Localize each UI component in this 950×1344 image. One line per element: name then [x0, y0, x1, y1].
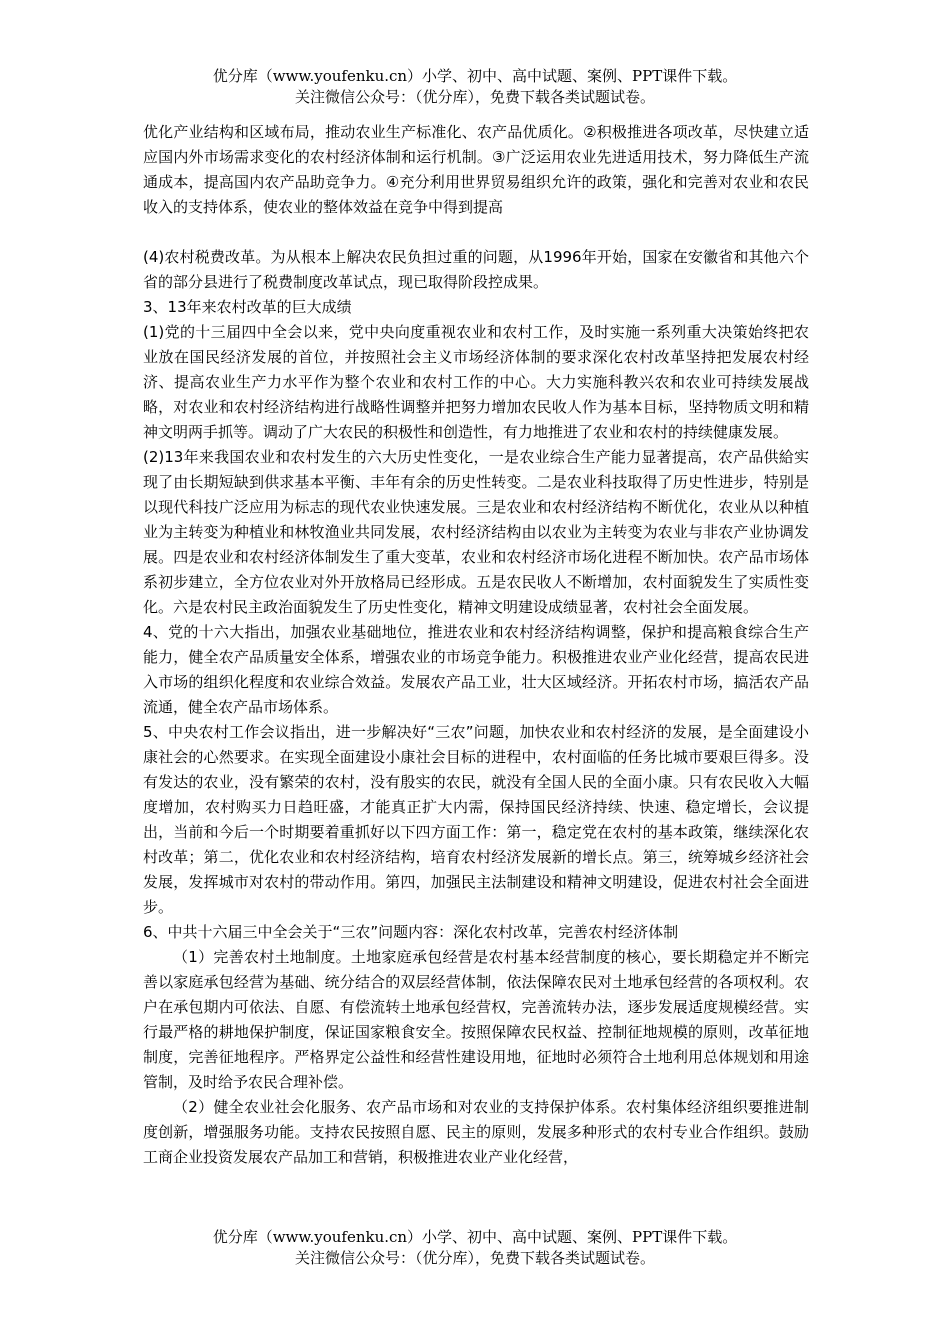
footer-line-1: 优分库（www.youfenku.cn）小学、初中、高中试题、案例、PPT课件下载。	[212, 1228, 738, 1246]
header-line-1: 优分库（www.youfenku.cn）小学、初中、高中试题、案例、PPT课件下载。	[212, 67, 738, 85]
paragraph-3-2: (2)13年来我国农业和农村发生的六大历史性变化，一是农业综合生产能力显著提高，农产品供給实现了由长期短缺到供求基本平衡、丰年有余的历史性转变。二是农业科技取得了历史性进步，特别是以现代科技广泛应用为标志的现代农业快速发展。三是农业和农村经济结构不断优化，农业从以种植业为主转变为种植业和林牧渔业共同发展，农村经济结构由以农业为主转变为农业与非农产业协调发展。四是农业和农村经济体制发生了重大变革，农业和农村经济市场化进程不断加快。农产品市场体系初步建立，全方位农业对外开放格局已经形成。五是农民收人不断增加，农村面貌发生了实质性变化。六是农村民主政治面貌发生了历史性变化，精神文明建设成绩显著，农村社会全面发展。	[143, 448, 809, 616]
document-body	[143, 120, 809, 1170]
paragraph-6-2: （2）健全农业社会化服务、农产品市场和对农业的支持保护体系。农村集体经济组织要推进制度创新，增强服务功能。支持农民按照自愿、民主的原则，发展多种形式的农村专业合作组织。鼓励工商企业投资发展农产品加工和营销，积极推进农业产业化经营，	[143, 1098, 809, 1166]
section-heading-3: 3、13年来农村改革的巨大成绩	[143, 298, 352, 316]
header-line-2: 关注微信公众号：（优分库），免费下载各类试题试卷。	[294, 88, 655, 106]
paragraph-2: (4)农村税费改革。为从根本上解决农民负担过重的问题，从1996年开始，国家在安徽省和其他六个省的部分县进行了税费制度改革试点，现已取得阶段控成果。	[143, 248, 809, 291]
page-footer	[0, 1227, 950, 1269]
paragraph-3-1: (1)党的十三届四中全会以来，党中央向度重视农业和农村工作，及时实施一系列重大决策始终把农业放在国民经济发展的首位，并按照社会主义市场经济体制的要求深化农村改革坚持把发展农村经济、提高农业生产力水平作为整个农业和农村工作的中心。大力实施科教兴农和农业可持续发展战略，对农业和农村经济结构进行战略性调整并把努力增加农民收人作为基本目标，坚持物质文明和精神文明两手抓等。调动了广大农民的积极性和创造性，有力地推进了农业和农村的持续健康发展。	[143, 323, 809, 441]
footer-line-2: 关注微信公众号：（优分库），免费下载各类试题试卷。	[294, 1249, 655, 1267]
paragraph-5: 5、中央农村工作会议指出，进一步解决好“三农”问题，加快农业和农村经济的发展，是全面建设小康社会的心然要求。在实现全面建设小康社会目标的进程中，农村面临的任务比城市要艰巨得多。没有发达的农业，没有繁荣的农村，没有殷实的农民，就没有全国人民的全面小康。只有农民收入大幅度增加，农村购买力日趋旺盛，才能真正扩大内需，保持国民经济持续、快速、稳定增长，会议提出，当前和今后一个时期要着重抓好以下四方面工作：第一，稳定党在农村的基本政策，继续深化农村改革；第二，优化农业和农村经济结构，培育农村经济发展新的增长点。第三，统筹城乡经济社会发展，发挥城市对农村的带动作用。第四，加强民主法制建设和精神文明建设，促进农村社会全面进步。	[143, 723, 809, 916]
paragraph-6-1: （1）完善农村土地制度。土地家庭承包经营是农村基本经营制度的核心，要长期稳定并不断完善以家庭承包经营为基础、统分结合的双层经营体制，依法保障农民对土地承包经营的各项权利。农户在承包期内可依法、自愿、有偿流转土地承包经营权，完善流转办法，逐步发展适度规模经营。实行最严格的耕地保护制度，保证国家粮食安全。按照保障农民权益、控制征地规模的原则，改革征地制度，完善征地程序。严格界定公益性和经营性建设用地，征地时必须符合土地利用总体规划和用途管制，及时给予农民合理补偿。	[143, 948, 809, 1091]
paragraph-gap	[143, 220, 809, 245]
paragraph-1: 优化产业结构和区域布局，推动农业生产标准化、农产品优质化。②积极推进各项改革，尽快建立适应国内外市场需求变化的农村经济体制和运行机制。③广泛运用农业先进适用技术，努力降低生产流通成本，提高国内农产品助竞争力。④充分利用世界贸易组织允许的政策，强化和完善对农业和农民收入的支持体系，使农业的整体效益在竞争中得到提高	[143, 123, 809, 216]
page-header	[0, 66, 950, 108]
section-heading-6: 6、中共十六届三中全会关于“三农”问题内容：深化农村改革，完善农村经济体制	[143, 923, 679, 941]
paragraph-4: 4、党的十六大指出，加强农业基础地位，推进农业和农村经济结构调整，保护和提高粮食综合生产能力，健全农产品质量安全体系，增强农业的市场竞争能力。积极推进农业产业化经营，提高农民进入市场的组织化程度和农业综合效益。发展农产品工业，壮大区域经济。开拓农村市场，搞活农产品流通，健全农产品市场体系。	[143, 623, 809, 716]
